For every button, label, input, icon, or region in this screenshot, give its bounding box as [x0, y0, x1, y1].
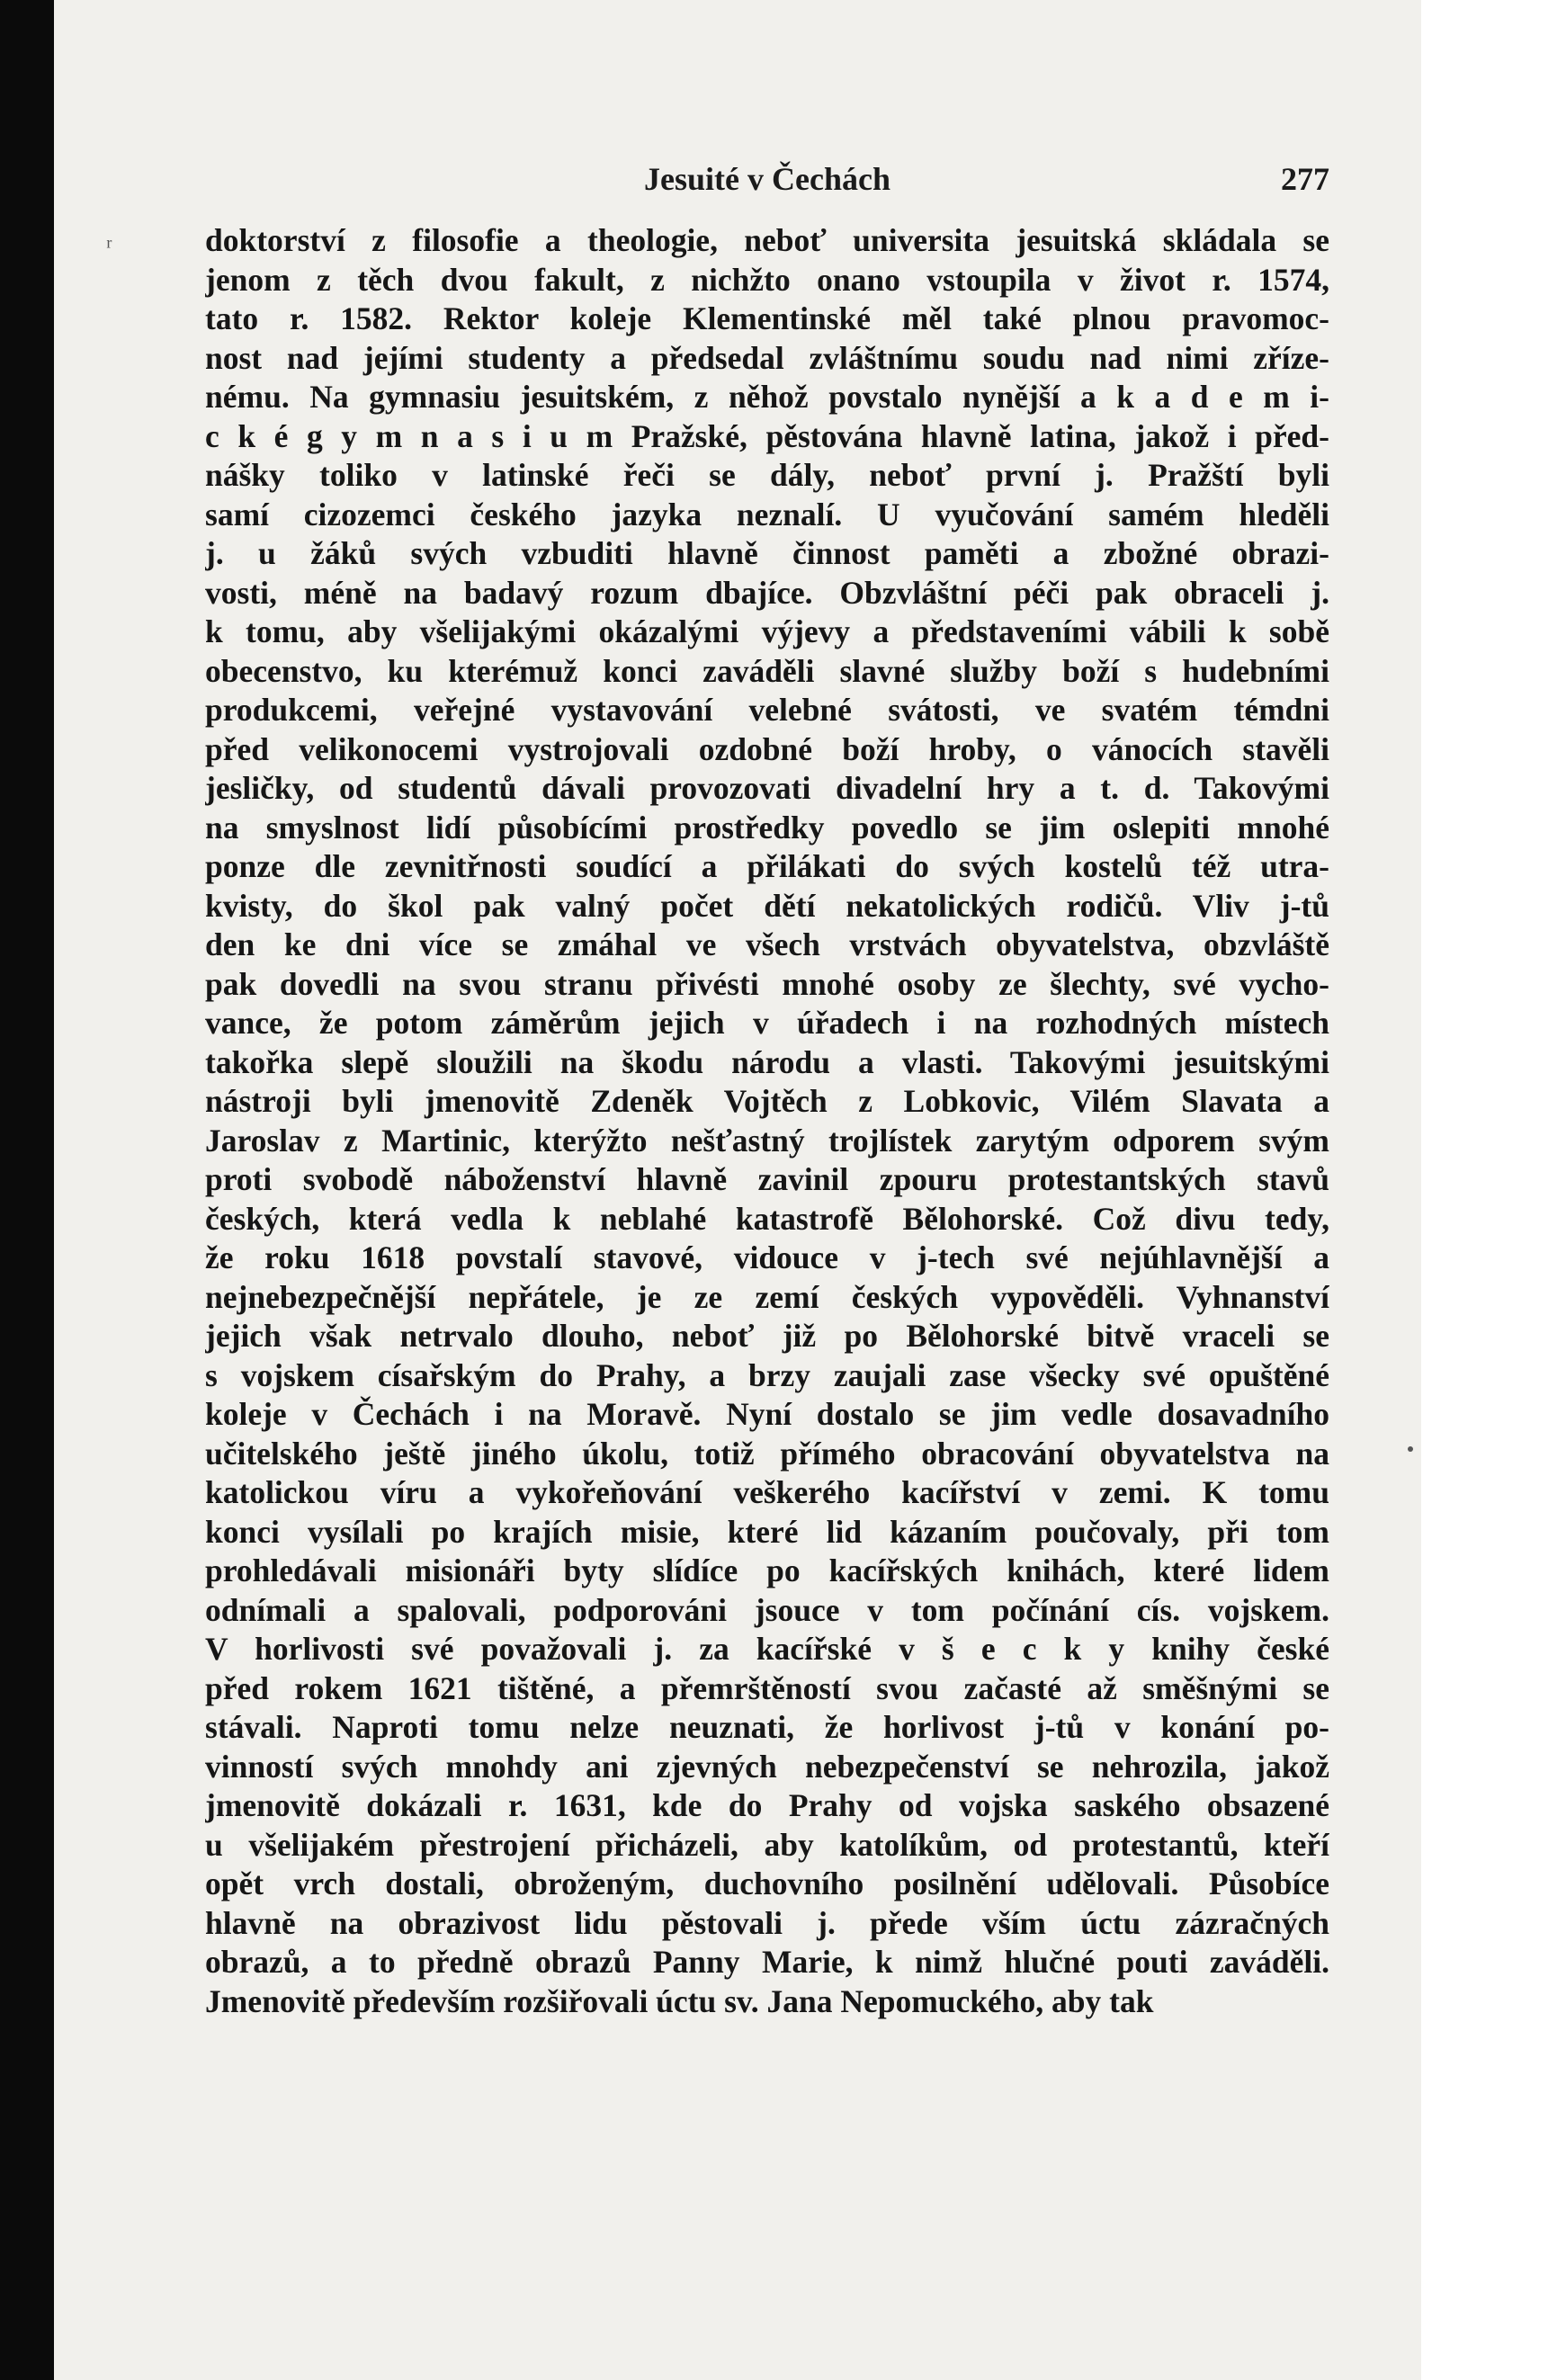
text-line: konci vysílali po krajích misie, které lid kázaním poučovaly, při tom	[205, 1513, 1329, 1550]
text-line: c k é g y m n a s i u m Pražské, pěstována hlavně latina, jakož i před-	[205, 417, 1329, 454]
text-line: ponze dle zevnitřnosti soudící a přilákati do svých kostelů též utra-	[205, 848, 1329, 884]
text-line: produkcemi, veřejné vystavování velebné svátosti, ve svatém témdni	[205, 692, 1329, 728]
text-line: nému. Na gymnasiu jesuitském, z něhož povstalo nynější a k a d e m i-	[205, 379, 1329, 415]
text-line: vance, že potom záměrům jejich v úřadech i na rozhodných místech	[205, 1005, 1329, 1041]
text-line: vosti, méně na badavý rozum dbajíce. Obzvláštní péči pak obraceli j.	[205, 574, 1329, 611]
text-line: j. u žáků svých vzbuditi hlavně činnost paměti a zbožné obrazi-	[205, 535, 1329, 571]
text-line: nejnebezpečnější nepřátele, je ze zemí českých vypověděli. Vyhnanství	[205, 1278, 1329, 1315]
text-line: jesličky, od studentů dávali provozovati divadelní hry a t. d. Takovými	[205, 770, 1329, 806]
margin-mark: ʳ	[106, 232, 112, 262]
text-line: kvisty, do škol pak valný počet dětí nekatolických rodičů. Vliv j-tů	[205, 887, 1329, 924]
text-line: nástroji byli jmenovitě Zdeněk Vojtěch z Lobkovic, Vilém Slavata a	[205, 1083, 1329, 1119]
text-line: že roku 1618 povstalí stavové, vidouce v j-tech své nejúhlavnější a	[205, 1239, 1329, 1275]
body-paragraph	[205, 221, 1329, 2021]
text-line: vinností svých mnohdy ani zjevných nebezpečenství se nehrozila, jakož	[205, 1748, 1329, 1785]
text-line: před rokem 1621 tištěné, a přemrštěností svou začasté až směšnými se	[205, 1669, 1329, 1706]
text-line: jenom z těch dvou fakult, z nichžto onano vstoupila v život r. 1574,	[205, 261, 1329, 298]
text-line: Jmenovitě především rozšiřovali úctu sv. Jana Nepomuckého, aby tak	[205, 1982, 1154, 2019]
scan-left-edge	[0, 0, 54, 2380]
margin-dot	[1408, 1446, 1413, 1452]
text-line: opět vrch dostali, obroženým, duchovního posilnění udělovali. Působíce	[205, 1866, 1329, 1901]
text-line: u všelijakém přestrojení přicházeli, aby katolíkům, od protestantů, kteří	[205, 1826, 1329, 1863]
text-line: k tomu, aby všelijakými okázalými výjevy a představeními vábili k sobě	[205, 613, 1329, 649]
text-line: prohledávali misionáři byty slídíce po kacířských knihách, které lidem	[205, 1552, 1329, 1588]
text-line: na smyslnost lidí působícími prostředky povedlo se jim oslepiti mnohé	[205, 809, 1329, 846]
page-number: 277	[1281, 161, 1329, 197]
text-line: V horlivosti své považovali j. za kacířské v š e c k y knihy české	[205, 1631, 1329, 1667]
text-line: hlavně na obrazivost lidu pěstovali j. přede vším úctu zázračných	[205, 1904, 1329, 1941]
text-line: jejich však netrvalo dlouho, neboť již po Bělohorské bitvě vraceli se	[205, 1318, 1329, 1354]
text-line: stávali. Naproti tomu nelze neuznati, že horlivost j-tů v konání po-	[205, 1709, 1329, 1745]
text-line: den ke dni více se zmáhal ve všech vrstvách obyvatelstva, obzvláště	[205, 926, 1329, 962]
page-header	[205, 160, 1329, 205]
text-line: nost nad jejími studenty a předsedal zvláštnímu soudu nad nimi zříze-	[205, 339, 1329, 376]
text-line: pak dovedli na svou stranu přivésti mnohé osoby ze šlechty, své vycho-	[205, 965, 1329, 1002]
text-line: obecenstvo, ku kterémuž konci zaváděli slavné služby boží s hudebními	[205, 652, 1329, 689]
text-line: odnímali a spalovali, podporováni jsouce v tom počínání cís. vojskem.	[205, 1591, 1329, 1628]
text-line: učitelského ještě jiného úkolu, totiž přímého obracování obyvatelstva na	[205, 1435, 1329, 1472]
text-line: s vojskem císařským do Prahy, a brzy zaujali zase všecky své opuštěné	[205, 1356, 1329, 1393]
text-line: tato r. 1582. Rektor koleje Klementinské měl také plnou pravomoc-	[205, 300, 1329, 336]
text-line: doktorství z filosofie a theologie, neboť universita jesuitská skládala se	[205, 222, 1329, 258]
scan-right-margin	[1421, 0, 1566, 2380]
text-line: samí cizozemci českého jazyka neznalí. U vyučování samém hleděli	[205, 496, 1329, 532]
text-line: před velikonocemi vystrojovali ozdobné boží hroby, o vánocích stavěli	[205, 730, 1329, 767]
text-line: takořka slepě sloužili na škodu národu a vlasti. Takovými jesuitskými	[205, 1043, 1329, 1080]
text-line: nášky toliko v latinské řeči se dály, neboť první j. Pražští byli	[205, 457, 1329, 493]
text-line: koleje v Čechách i na Moravě. Nyní dostalo se jim vedle dosavadního	[205, 1396, 1329, 1432]
running-title: Jesuité v Čechách	[644, 161, 890, 197]
text-line: obrazů, a to předně obrazů Panny Marie, k nimž hlučné pouti zaváděli.	[205, 1944, 1329, 1980]
text-line: proti svobodě náboženství hlavně zavinil zpouru protestantských stavů	[205, 1161, 1329, 1197]
text-line: katolickou víru a vykořeňování veškerého kacířství v zemi. K tomu	[205, 1474, 1329, 1510]
text-line: Jaroslav z Martinic, kterýžto nešťastný trojlístek zarytým odporem svým	[205, 1122, 1329, 1159]
text-line: jmenovitě dokázali r. 1631, kde do Prahy od vojska saského obsazené	[205, 1787, 1329, 1823]
text-line: českých, která vedla k neblahé katastrofě Bělohorské. Což divu tedy,	[205, 1200, 1329, 1237]
